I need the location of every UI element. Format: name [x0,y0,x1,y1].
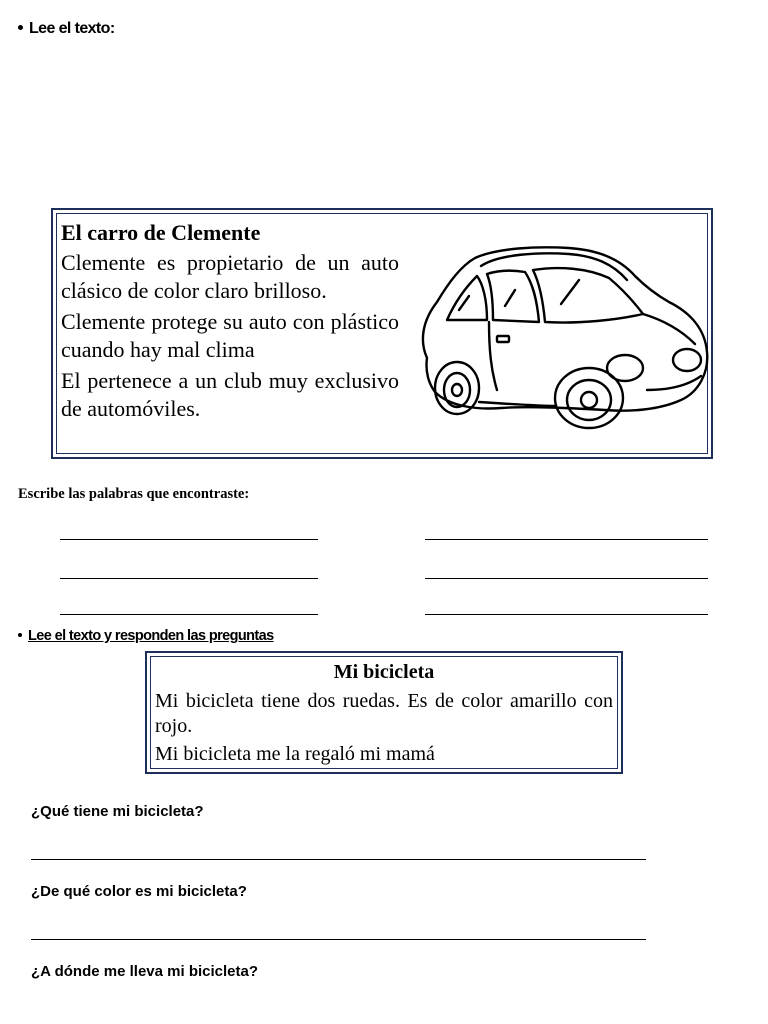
answer-line[interactable] [60,614,318,615]
answer-line[interactable] [425,539,708,540]
answer-line[interactable] [60,539,318,540]
question-3: ¿A dónde me lleva mi bicicleta? [31,963,259,980]
story-title: Mi bicicleta [333,661,435,683]
story-box-bicicleta [145,651,623,774]
story-box-carro [51,208,713,459]
answer-line[interactable] [425,578,708,579]
story-paragraph: Mi bicicleta me la regaló mi mamá [155,743,435,765]
question-1: ¿Qué tiene mi bicicleta? [31,803,204,820]
instruction-text: Lee el texto: [29,20,115,37]
bullet-icon [18,25,23,30]
instruction-read-answer [18,628,274,644]
story-paragraph: Clemente es propietario de un auto clásico de color claro brilloso. [61,250,399,303]
answer-line[interactable] [425,614,708,615]
answer-line[interactable] [60,578,318,579]
question-2: ¿De qué color es mi bicicleta? [31,883,247,900]
story-text-column [61,218,399,422]
bullet-icon [18,633,22,637]
answer-line[interactable] [31,939,646,940]
instruction-read-text [18,20,115,38]
story-paragraph: El pertenece a un club muy exclusivo de automóviles. [61,368,399,421]
car-icon [409,240,709,445]
story-paragraph: Mi bicicleta tiene dos ruedas. Es de color amarillo con rojo. [155,690,613,737]
story-text-column [155,659,613,767]
story-paragraph: Clemente protege su auto con plástico cuando hay mal clima [61,309,399,362]
instruction-text: Lee el texto y responden las preguntas [28,628,274,644]
answer-line[interactable] [31,859,646,860]
story-title: El carro de Clemente [61,220,261,245]
instruction-write-words: Escribe las palabras que encontraste: [18,486,250,502]
